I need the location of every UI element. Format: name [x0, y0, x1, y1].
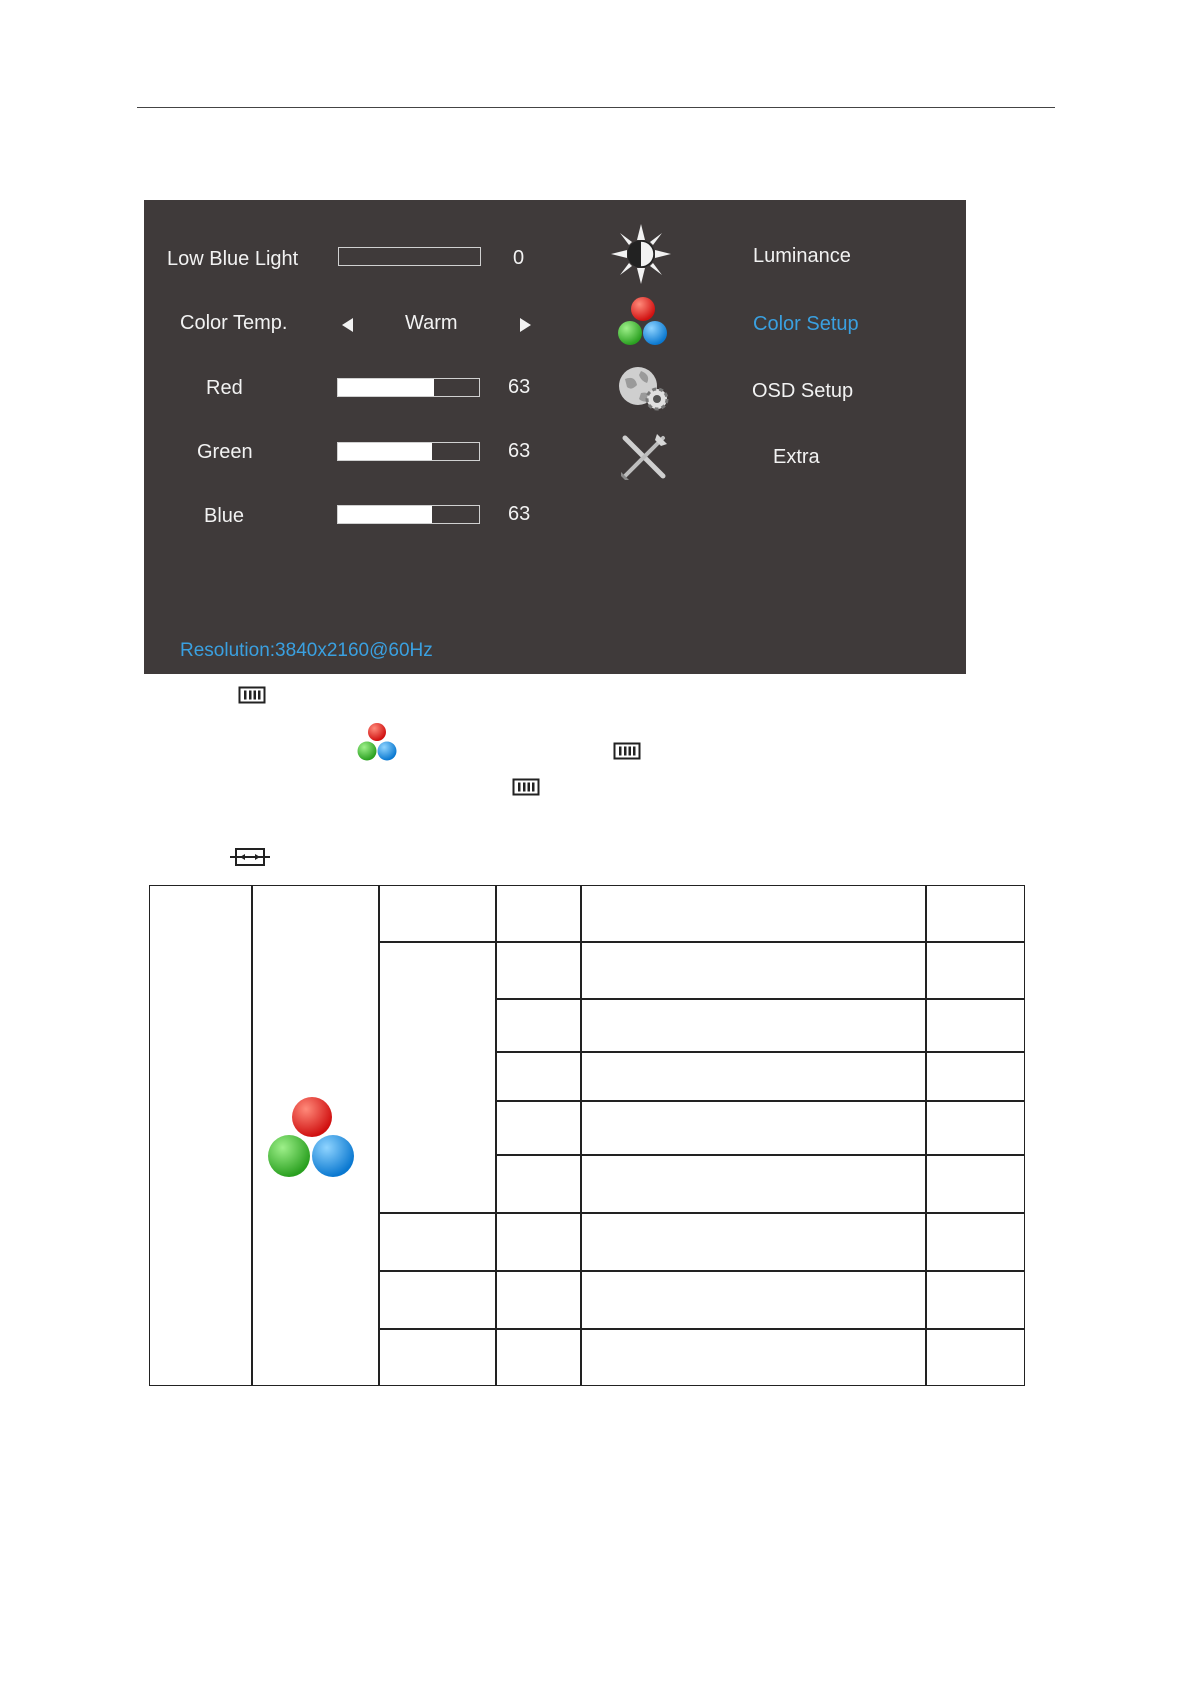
color-temp-value: Warm	[405, 312, 458, 334]
menu-item-luminance[interactable]: Luminance	[753, 245, 851, 267]
extra-tools-icon[interactable]	[619, 432, 669, 482]
table-cell	[580, 1051, 927, 1102]
table-cell	[378, 1328, 497, 1386]
resolution-status: Resolution:3840x2160@60Hz	[180, 640, 433, 661]
table-cell	[580, 1270, 927, 1330]
table-cell	[495, 885, 582, 943]
brightness-icon[interactable]	[611, 224, 671, 284]
color-setup-table	[149, 885, 1025, 1386]
table-cell	[580, 998, 927, 1053]
osd-setup-icon[interactable]	[617, 365, 671, 413]
red-value: 63	[508, 376, 531, 398]
table-cell-menu-icon	[251, 885, 380, 1386]
blue-fill	[338, 506, 432, 523]
table-cell	[580, 1100, 927, 1156]
table-cell	[495, 941, 582, 1000]
table-cell	[580, 885, 927, 943]
menu-key-icon	[613, 742, 641, 760]
table-cell	[925, 1328, 1025, 1386]
green-value: 63	[508, 440, 531, 462]
red-slider[interactable]	[337, 378, 480, 397]
low-blue-light-slider[interactable]	[338, 247, 481, 266]
table-cell	[495, 1270, 582, 1330]
red-fill	[338, 379, 434, 396]
table-cell	[378, 1212, 497, 1272]
table-cell	[580, 1154, 927, 1214]
menu-item-color-setup[interactable]: Color Setup	[753, 313, 859, 335]
table-cell	[580, 1212, 927, 1272]
menu-item-osd-setup[interactable]: OSD Setup	[752, 380, 854, 402]
green-label: Green	[197, 441, 253, 463]
blue-label: Blue	[204, 505, 245, 527]
table-cell	[925, 941, 1025, 1000]
header-rule	[137, 107, 1055, 108]
source-key-icon	[230, 846, 270, 868]
menu-item-extra[interactable]: Extra	[773, 446, 820, 468]
table-cell-main-menu	[149, 885, 253, 1386]
menu-key-icon	[238, 686, 266, 704]
low-blue-light-label: Low Blue Light	[167, 248, 299, 270]
blue-slider[interactable]	[337, 505, 480, 524]
low-blue-light-value: 0	[513, 247, 525, 269]
table-cell	[925, 1154, 1025, 1214]
color-temp-left-arrow-icon[interactable]	[342, 318, 353, 332]
table-cell	[378, 941, 497, 1214]
color-temp-label: Color Temp.	[180, 312, 288, 334]
table-cell	[495, 1100, 582, 1156]
table-cell	[925, 1051, 1025, 1102]
red-label: Red	[206, 377, 243, 399]
table-cell	[378, 1270, 497, 1330]
menu-key-icon	[512, 778, 540, 796]
table-cell	[925, 1100, 1025, 1156]
green-slider[interactable]	[337, 442, 480, 461]
table-cell	[580, 941, 927, 1000]
blue-value: 63	[508, 503, 531, 525]
color-temp-right-arrow-icon[interactable]	[520, 318, 531, 332]
color-setup-icon[interactable]	[615, 296, 671, 348]
color-setup-icon	[266, 1096, 358, 1180]
table-cell	[580, 1328, 927, 1386]
table-cell	[378, 885, 497, 943]
osd-menu	[144, 200, 966, 674]
table-cell	[495, 1212, 582, 1272]
table-cell	[925, 1212, 1025, 1272]
table-cell	[925, 998, 1025, 1053]
table-cell	[495, 1051, 582, 1102]
table-cell	[495, 1328, 582, 1386]
table-cell	[495, 1154, 582, 1214]
table-cell	[495, 998, 582, 1053]
green-fill	[338, 443, 432, 460]
color-setup-icon	[355, 722, 399, 762]
table-cell	[925, 1270, 1025, 1330]
table-cell	[925, 885, 1025, 943]
